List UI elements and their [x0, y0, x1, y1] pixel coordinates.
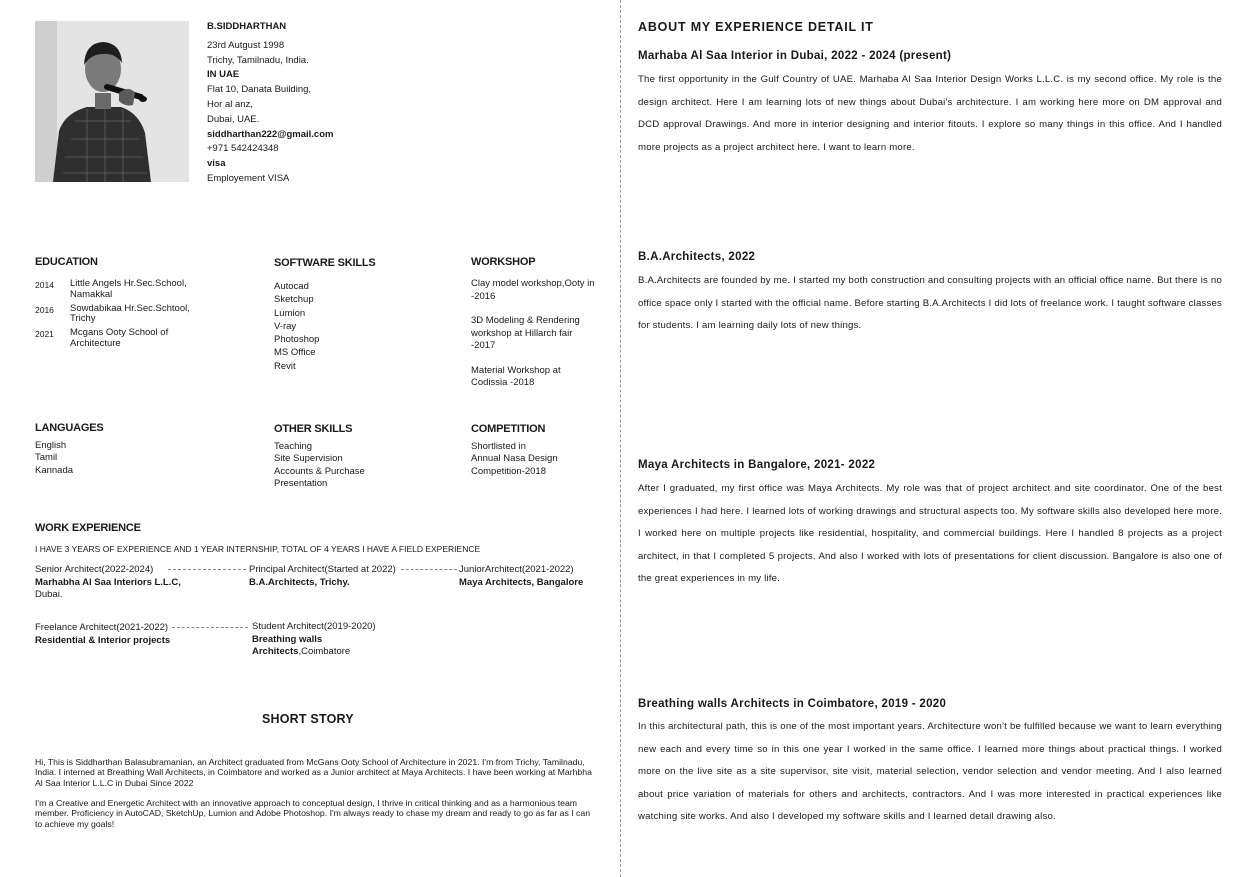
language-item: Tamil — [35, 452, 58, 464]
experience-text: The first opportunity in the Gulf Country of UAE. Marhaba Al Saa Interior Design Works L.L.C. is my second office. My role is the design architect. Here I am learning lots of new things about Dubai's architecture. I am working here more on DM approval and DCD approval Drawings. And more in interior designing and interior fitouts. I explore so many things in this office. And I handled more projects as a project architect here. I want to learn more. — [638, 74, 1222, 153]
software-item: V-ray — [274, 320, 297, 332]
experience-heading: Breathing walls Architects in Coimbatore, 2019 - 2020 — [638, 698, 947, 710]
work-experience-heading: WORK EXPERIENCE — [35, 522, 141, 534]
other-skills-heading: OTHER SKILLS — [274, 423, 353, 435]
uae-label: IN UAE — [207, 69, 240, 81]
competition-list — [471, 441, 558, 478]
job-entry — [35, 622, 235, 647]
software-heading: SOFTWARE SKILLS — [274, 257, 376, 269]
experience-text: In this architectural path, this is one of the most important years. Architecture won't be fulfilled because we want to learn everything new each and every time so in this one year I worked in the same office. I learned more things about practical things. I worked more on the live site as a site supervisor, site visit, material selection, vendor selection and vendor meeting. And I also learned about price variation of materials for others and architects, contractors. And I was more interested in practical experiences like watching site works. And also I developed my software skills and I learned detail drawing also. — [638, 721, 1222, 822]
page-divider — [620, 0, 621, 877]
full-name: B.SIDDHARTHAN — [207, 21, 287, 32]
job-entry — [252, 621, 392, 659]
other-skills-list — [274, 441, 365, 491]
address-line: Dubai, UAE. — [207, 113, 260, 125]
software-item: Photoshop — [274, 334, 320, 346]
software-item: Revit — [274, 360, 296, 372]
timeline-connector — [172, 627, 248, 628]
visa-status: Employement VISA — [207, 172, 290, 184]
education-year: 2021 — [35, 329, 54, 339]
phone: +971 542424348 — [207, 143, 279, 155]
job-entry — [459, 564, 609, 589]
story-paragraph: Hi, This is Siddharthan Balasubramanian, an Architect graduated from McGans Ooty School of Architecture in 2021. I'm from Trichy, Tamilnadu, India. I interned at Breathing Wall Architects, in Coimbatore and worked as a Junior architect at Maya Architects. I have been working at Marhbha Al Saa Interior L.L.C in Dubai Since 2022 — [35, 757, 592, 788]
education-year: 2016 — [35, 304, 54, 315]
languages-list — [35, 440, 73, 477]
job-role: Freelance Architect(2021-2022) — [35, 622, 169, 633]
workshop-item: 3D Modeling & Rendering workshop at Hillarch fair -2017 — [471, 315, 580, 351]
education-item — [35, 304, 200, 325]
hometown: Trichy, Tamilnadu, India. — [207, 54, 309, 66]
job-role: Principal Architect(Started at 2022) — [249, 564, 396, 575]
job-location: Dubai. — [35, 589, 63, 600]
workshop-item: Material Workshop at Codissia -2018 — [471, 364, 561, 388]
email: siddharthan222@gmail.com — [207, 128, 334, 140]
story-paragraph: I'm a Creative and Energetic Architect with an innovative approach to conceptual design, I thrive in critical thinking and as a harmonious team member. Proficiency in AutoCAD, SketchUp, Lumion and Adobe Photoshop. I'm always ready to chase my dream and ready to go as far as I can to achieve my goals! — [35, 798, 591, 829]
job-role: Student Architect(2019-2020) — [252, 621, 376, 632]
job-role: JuniorArchitect(2021-2022) — [459, 564, 574, 575]
other-skill-item: Site Supervision — [274, 453, 343, 465]
competition-heading: COMPETITION — [471, 423, 546, 435]
software-item: Lumion — [274, 307, 306, 319]
education-school: Sowdabikaa Hr.Sec.Schtool, Trichy — [70, 302, 190, 324]
education-item — [35, 279, 200, 300]
job-org: Marhabha Al Saa Interiors L.L.C, — [35, 576, 181, 588]
address-line: Flat 10, Danata Building, — [207, 84, 312, 96]
competition-item: Shortlisted in — [471, 441, 526, 452]
job-location: ,Coimbatore — [298, 646, 351, 657]
experience-heading: Maya Architects in Bangalore, 2021- 2022 — [638, 459, 876, 471]
other-skill-item: Accounts & Purchase — [274, 465, 365, 477]
experience-heading: Marhaba Al Saa Interior in Dubai, 2022 - 2024 (present) — [638, 50, 952, 62]
experience-text: B.A.Architects are founded by me. I started my both construction and consulting projects with an official office name. But there is no office space only I started with the official name. Before starting B.A.Architects I did lots of freelance work. I taught software classes for students. I am learning daily lots of new things. — [638, 275, 1222, 331]
contact-info — [207, 20, 407, 187]
timeline-connector — [168, 569, 246, 570]
software-item: Sketchup — [274, 294, 314, 306]
other-skill-item: Presentation — [274, 478, 328, 490]
work-experience-summary: I HAVE 3 YEARS OF EXPERIENCE AND 1 YEAR INTERNSHIP, TOTAL OF 4 YEARS I HAVE A FIELD EXPERIENCE — [35, 544, 481, 554]
short-story-heading: SHORT STORY — [262, 712, 354, 726]
job-org: Breathing walls Architects — [252, 633, 323, 657]
profile-photo — [35, 21, 189, 182]
education-school: Mcgans Ooty School of Architecture — [70, 327, 169, 349]
experience-heading: B.A.Architects, 2022 — [638, 251, 756, 263]
visa-label: visa — [207, 158, 226, 170]
date-of-birth: 23rd Autgust 1998 — [207, 39, 285, 51]
language-item: Kannada — [35, 464, 74, 476]
workshop-heading: WORKSHOP — [471, 256, 536, 268]
software-item: MS Office — [274, 347, 316, 359]
experience-text: After I graduated, my first office was Maya Architects. My role was that of project architect and site coordinator. One of the best experiences I had here. I learned lots of working drawings and structural aspects too. My software skills also developed here more. I worked here on multiple projects like residential, hospitality, and commercial buildings. Here I handled 8 projects as a project architect, in that I completed 5 projects. And also I worked with lots of presentations for client discussion. Bangalore is also one of the great experiences in my life. — [638, 483, 1222, 584]
software-item: Autocad — [274, 281, 309, 292]
software-list — [274, 280, 319, 373]
languages-heading: LANGUAGES — [35, 422, 104, 434]
education-heading: EDUCATION — [35, 256, 98, 268]
timeline-connector — [401, 569, 457, 570]
education-list — [35, 279, 200, 353]
job-entry — [249, 564, 429, 589]
education-school: Little Angels Hr.Sec.School, Namakkal — [70, 278, 187, 300]
experience-detail-title: ABOUT MY EXPERIENCE DETAIL IT — [638, 20, 874, 34]
job-org: B.A.Architects, Trichy. — [249, 576, 350, 588]
competition-item: Competition-2018 — [471, 465, 546, 477]
address-line: Hor al anz, — [207, 98, 253, 110]
language-item: English — [35, 440, 67, 451]
other-skill-item: Teaching — [274, 441, 313, 452]
workshop-item: Clay model workshop,Ooty in -2016 — [471, 278, 595, 302]
workshop-list — [471, 278, 596, 402]
job-org: Maya Architects, Bangalore — [459, 576, 584, 588]
job-role: Senior Architect(2022-2024) — [35, 564, 154, 575]
education-year: 2014 — [35, 280, 54, 290]
job-org: Residential & Interior projects — [35, 634, 171, 646]
competition-item: Annual Nasa Design — [471, 453, 558, 465]
education-item — [35, 328, 200, 349]
